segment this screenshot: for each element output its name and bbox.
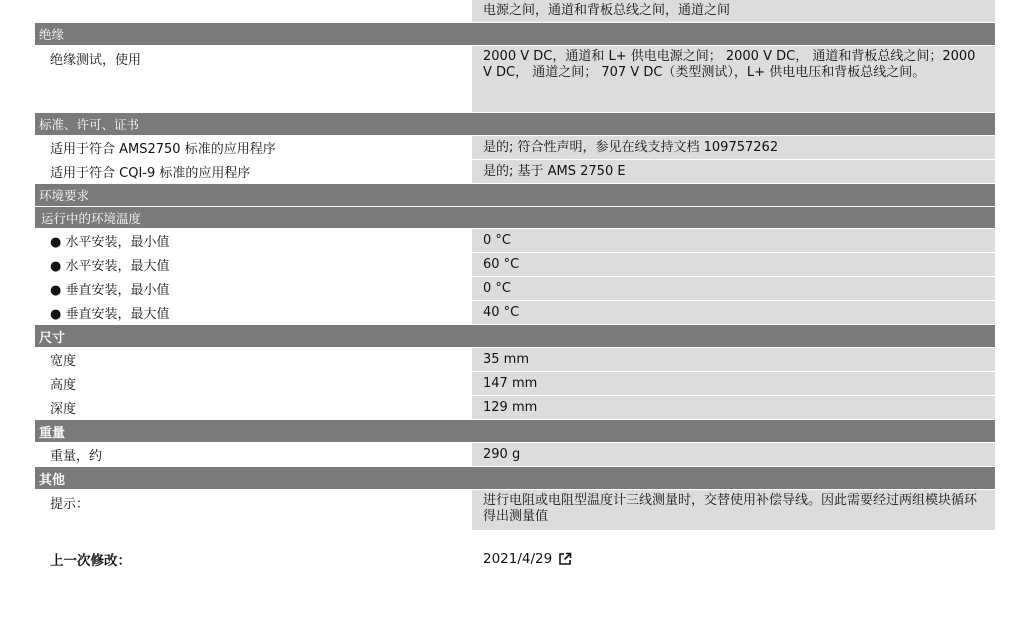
table-row [35,136,995,160]
row-value: 是的; 基于 AMS 2750 E [472,160,995,183]
table-row [35,490,995,531]
table-row [35,277,995,301]
row-value: 0 °C [472,277,995,300]
table-row [35,396,995,420]
last-modified-label: 上一次修改： [50,553,131,569]
section-environment: 环境要求 [35,184,995,207]
last-modified-date: 2021/4/29 [483,551,553,567]
row-label: 重量，约 [35,443,472,466]
row-value: 129 mm [472,396,995,419]
table-row [35,348,995,372]
table-row [35,46,995,113]
row-label [35,0,472,22]
row-label: 适用于符合 AMS2750 标准的应用程序 [35,136,472,159]
row-value: 0 °C [472,229,995,252]
section-other: 其他 [35,467,995,490]
subsection-operating-temp: 运行中的环境温度 [35,207,995,229]
section-dimensions: 尺寸 [35,325,995,348]
table-row [35,372,995,396]
row-value: 电源之间，通道和背板总线之间，通道之间 [472,0,995,22]
section-weight: 重量 [35,420,995,443]
row-value: 是的; 符合性声明，参见在线支持文档 109757262 [472,136,995,159]
row-value: 2000 V DC，通道和 L+ 供电电源之间； 2000 V DC， 通道和背板总线之间；2000 V DC， 通道之间； 707 V DC（类型测试），L+ 供电电压和背板总线之间。 [472,46,995,112]
row-value: 进行电阻或电阻型温度计三线测量时，交替使用补偿导线。因此需要经过两组模块循环得出测量值 [472,490,995,530]
section-standards: 标准、许可、证书 [35,113,995,136]
row-value: 40 °C [472,301,995,324]
row-value: 60 °C [472,253,995,276]
table-row [35,301,995,325]
row-label: 绝缘测试，使用 [35,46,472,112]
last-modified-value [472,551,572,567]
row-label: ● 垂直安装，最大值 [35,301,472,324]
row-value: 290 g [472,443,995,466]
row-label: 宽度 [35,348,472,371]
row-label: 深度 [35,396,472,419]
row-label: 提示： [35,490,472,530]
row-label: ● 水平安装，最小值 [35,229,472,252]
row-label: 适用于符合 CQI-9 标准的应用程序 [35,160,472,183]
last-modified-row [35,547,995,571]
row-label: ● 水平安装，最大值 [35,253,472,276]
row-value: 147 mm [472,372,995,395]
row-label: 高度 [35,372,472,395]
table-row [35,160,995,184]
row-label: ● 垂直安装，最小值 [35,277,472,300]
table-row [35,0,995,23]
section-insulation: 绝缘 [35,23,995,46]
external-link-icon[interactable] [558,552,572,566]
table-row [35,253,995,277]
row-value: 35 mm [472,348,995,371]
table-row [35,443,995,467]
spec-table [35,0,995,571]
table-row [35,229,995,253]
